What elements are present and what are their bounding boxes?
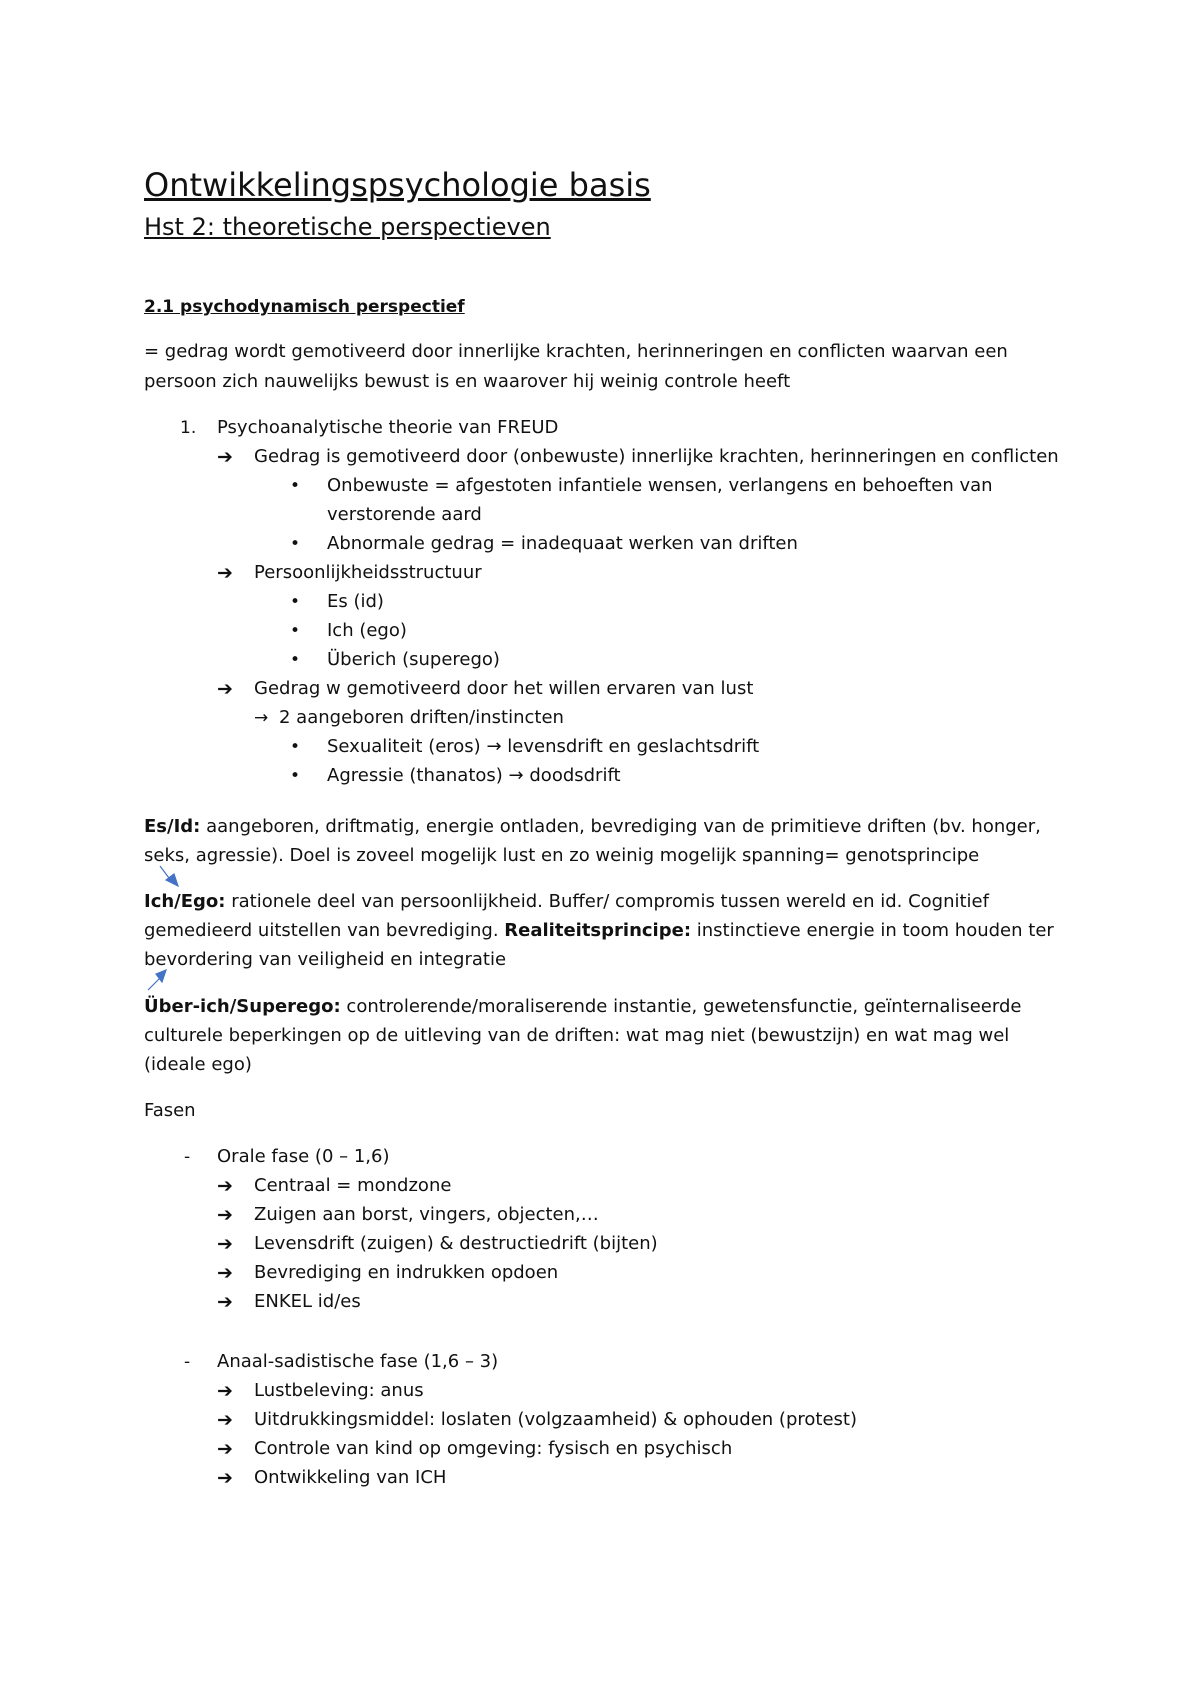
bullet-icon: • bbox=[290, 534, 301, 554]
ich-paragraph-line-3: bevordering van veiligheid en integratie bbox=[144, 949, 507, 970]
anal-item: Lustbeleving: anus bbox=[254, 1380, 424, 1401]
oral-item: Bevrediging en indrukken opdoen bbox=[254, 1262, 559, 1283]
document-title: Ontwikkelingspsychologie basis bbox=[144, 166, 651, 204]
bullet-icon: • bbox=[290, 592, 301, 612]
definition-line-1: = gedrag wordt gemotiveerd door innerlijke krachten, herinneringen en conflicten waarvan een bbox=[144, 341, 1008, 362]
freud-arrow-1: Gedrag is gemotiveerd door (onbewuste) innerlijke krachten, herinneringen en conflicten bbox=[254, 446, 1059, 467]
arrow-icon: ➔ bbox=[217, 1233, 233, 1255]
bullet-icon: • bbox=[290, 737, 301, 757]
arrow-icon: ➔ bbox=[217, 1409, 233, 1431]
bullet-icon: • bbox=[290, 621, 301, 641]
freud-bullet-text: Onbewuste = afgestoten infantiele wensen, verlangens en behoeften van bbox=[327, 475, 993, 496]
small-arrow-icon: → bbox=[486, 736, 502, 757]
connector-arrowhead-down bbox=[166, 874, 178, 886]
oral-item: ENKEL id/es bbox=[254, 1291, 361, 1312]
drive-item: Agressie (thanatos) → doodsdrift bbox=[327, 765, 621, 786]
small-arrow-icon: → bbox=[508, 765, 524, 786]
structure-item: Es (id) bbox=[327, 591, 384, 612]
arrow-icon: ➔ bbox=[217, 1380, 233, 1402]
arrow-icon: ➔ bbox=[217, 1467, 233, 1489]
freud-heading: Psychoanalytische theorie van FREUD bbox=[217, 417, 559, 438]
oral-item: Levensdrift (zuigen) & destructiedrift (bijten) bbox=[254, 1233, 658, 1254]
es-paragraph-line-1: Es/Id: aangeboren, driftmatig, energie ontladen, bevrediging van de primitieve driften (bv. honger, bbox=[144, 816, 1041, 837]
connector-arrow-down bbox=[160, 866, 172, 882]
anal-phase-heading: Anaal-sadistische fase (1,6 – 3) bbox=[217, 1351, 499, 1372]
structure-item: Ich (ego) bbox=[327, 620, 407, 641]
drive-item: Sexualiteit (eros) → levensdrift en geslachtsdrift bbox=[327, 736, 760, 757]
ich-paragraph-line-2: gemedieerd uitstellen van bevrediging. Realiteitsprincipe: instinctieve energie in toom houden ter bbox=[144, 920, 1054, 941]
arrow-icon: ➔ bbox=[217, 1262, 233, 1284]
freud-arrow-3-sub: 2 aangeboren driften/instincten bbox=[279, 707, 564, 728]
ich-paragraph-line-1: Ich/Ego: rationele deel van persoonlijkheid. Buffer/ compromis tussen wereld en id. Cognitief bbox=[144, 891, 989, 912]
list-number: 1. bbox=[180, 418, 197, 438]
uber-paragraph-line-3: (ideale ego) bbox=[144, 1054, 252, 1075]
arrow-icon: ➔ bbox=[217, 678, 233, 700]
oral-item: Zuigen aan borst, vingers, objecten,… bbox=[254, 1204, 599, 1225]
freud-arrow-3: Gedrag w gemotiveerd door het willen ervaren van lust bbox=[254, 678, 754, 699]
freud-arrow-2: Persoonlijkheidsstructuur bbox=[254, 562, 482, 583]
oral-item: Centraal = mondzone bbox=[254, 1175, 452, 1196]
arrow-icon: ➔ bbox=[217, 1438, 233, 1460]
uber-term: Über-ich/Superego: bbox=[144, 996, 341, 1017]
arrow-icon: ➔ bbox=[217, 1175, 233, 1197]
bullet-icon: • bbox=[290, 476, 301, 496]
es-term: Es/Id: bbox=[144, 816, 201, 837]
bullet-icon: • bbox=[290, 766, 301, 786]
dash-icon: - bbox=[184, 1352, 191, 1372]
structure-item: Überich (superego) bbox=[327, 649, 500, 670]
small-arrow-icon: → bbox=[254, 708, 269, 728]
anal-item: Uitdrukkingsmiddel: loslaten (volgzaamheid) & ophouden (protest) bbox=[254, 1409, 857, 1430]
arrow-icon: ➔ bbox=[217, 562, 233, 584]
fasen-label: Fasen bbox=[144, 1100, 196, 1121]
anal-item: Controle van kind op omgeving: fysisch en psychisch bbox=[254, 1438, 733, 1459]
arrow-icon: ➔ bbox=[217, 1204, 233, 1226]
connector-arrow-up bbox=[148, 978, 160, 990]
ich-term: Ich/Ego: bbox=[144, 891, 226, 912]
uber-paragraph-line-1: Über-ich/Superego: controlerende/moraliserende instantie, gewetensfunctie, geïnternaliseerde bbox=[144, 996, 1022, 1017]
section-heading: 2.1 psychodynamisch perspectief bbox=[144, 297, 465, 317]
freud-bullet-text: verstorende aard bbox=[327, 504, 482, 525]
oral-phase-heading: Orale fase (0 – 1,6) bbox=[217, 1146, 390, 1167]
arrow-icon: ➔ bbox=[217, 446, 233, 468]
es-paragraph-line-2: seks, agressie). Doel is zoveel mogelijk lust en zo weinig mogelijk spanning= genotsprincipe bbox=[144, 845, 980, 866]
freud-bullet-text: Abnormale gedrag = inadequaat werken van driften bbox=[327, 533, 798, 554]
definition-line-2: persoon zich nauwelijks bewust is en waarover hij weinig controle heeft bbox=[144, 371, 791, 392]
realiteitsprincipe-term: Realiteitsprincipe: bbox=[504, 920, 692, 941]
dash-icon: - bbox=[184, 1147, 191, 1167]
bullet-icon: • bbox=[290, 650, 301, 670]
chapter-subtitle: Hst 2: theoretische perspectieven bbox=[144, 213, 551, 241]
arrow-icon: ➔ bbox=[217, 1291, 233, 1313]
uber-paragraph-line-2: culturele beperkingen op de uitleving van de driften: wat mag niet (bewustzijn) en wat mag wel bbox=[144, 1025, 1010, 1046]
anal-item: Ontwikkeling van ICH bbox=[254, 1467, 447, 1488]
